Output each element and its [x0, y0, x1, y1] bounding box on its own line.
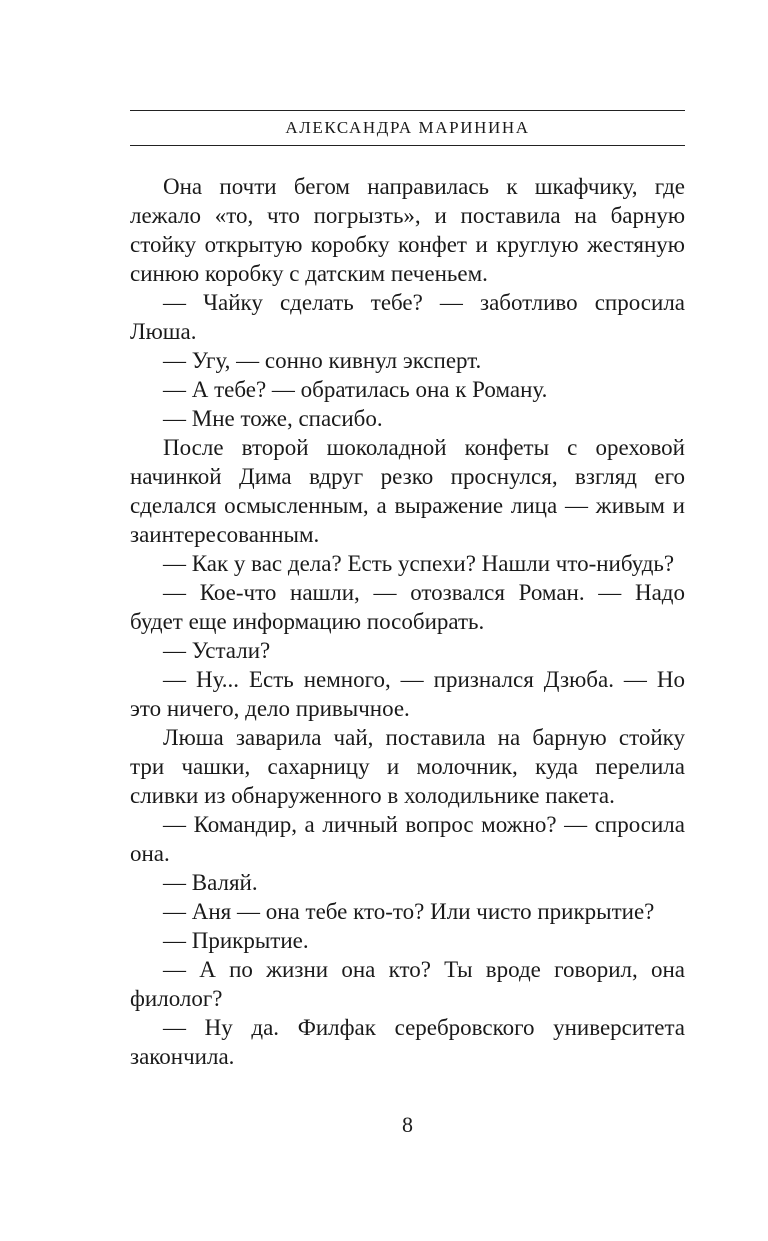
paragraph: — Аня — она тебе кто-то? Или чисто прикрытие?: [163, 899, 655, 924]
paragraph: — Мне тоже, спасибо.: [163, 406, 383, 431]
paragraph: После второй шоколадной конфеты с ореховой начинкой Дима вдруг резко проснулся, взгляд его сделался осмысленным, а выражение лица — живым и заинтересованным.: [130, 435, 685, 547]
paragraph: — Командир, а личный вопрос можно? — спросила она.: [130, 812, 685, 866]
paragraph: — Прикрытие.: [163, 928, 309, 953]
paragraph: Она почти бегом направилась к шкафчику, где лежало «то, что погрызть», и поставила на барную стойку открытую коробку конфет и круглую жестяную синюю коробку с датским печеньем.: [130, 174, 685, 286]
paragraph: — Валяй.: [163, 870, 258, 895]
body-text: [130, 172, 685, 1071]
paragraph: — А тебе? — обратилась она к Роману.: [163, 377, 548, 402]
paragraph: — Как у вас дела? Есть успехи? Нашли что-нибудь?: [163, 551, 675, 576]
paragraph: — Чайку сделать тебе? — заботливо спросила Люша.: [130, 290, 685, 344]
running-head-author: АЛЕКСАНДРА МАРИНИНА: [285, 118, 530, 137]
paragraph: — Устали?: [163, 638, 271, 663]
paragraph: — Ну... Есть немного, — признался Дзюба. — Но это ничего, дело привычное.: [130, 667, 685, 721]
header-rule-top: [130, 110, 685, 111]
page-number: 8: [402, 1112, 413, 1137]
paragraph: — Ну да. Филфак серебровского университета закончила.: [130, 1015, 685, 1069]
paragraph: — Угу, — сонно кивнул эксперт.: [163, 348, 482, 373]
paragraph: — А по жизни она кто? Ты вроде говорил, она филолог?: [130, 957, 685, 1011]
header-rule-bottom: [130, 145, 685, 146]
paragraph: — Кое-что нашли, — отозвался Роман. — Надо будет еще информацию пособирать.: [130, 580, 685, 634]
paragraph: Люша заварила чай, поставила на барную стойку три чашки, сахарницу и молочник, куда перелила сливки из обнаруженного в холодильнике пакета.: [130, 725, 685, 808]
